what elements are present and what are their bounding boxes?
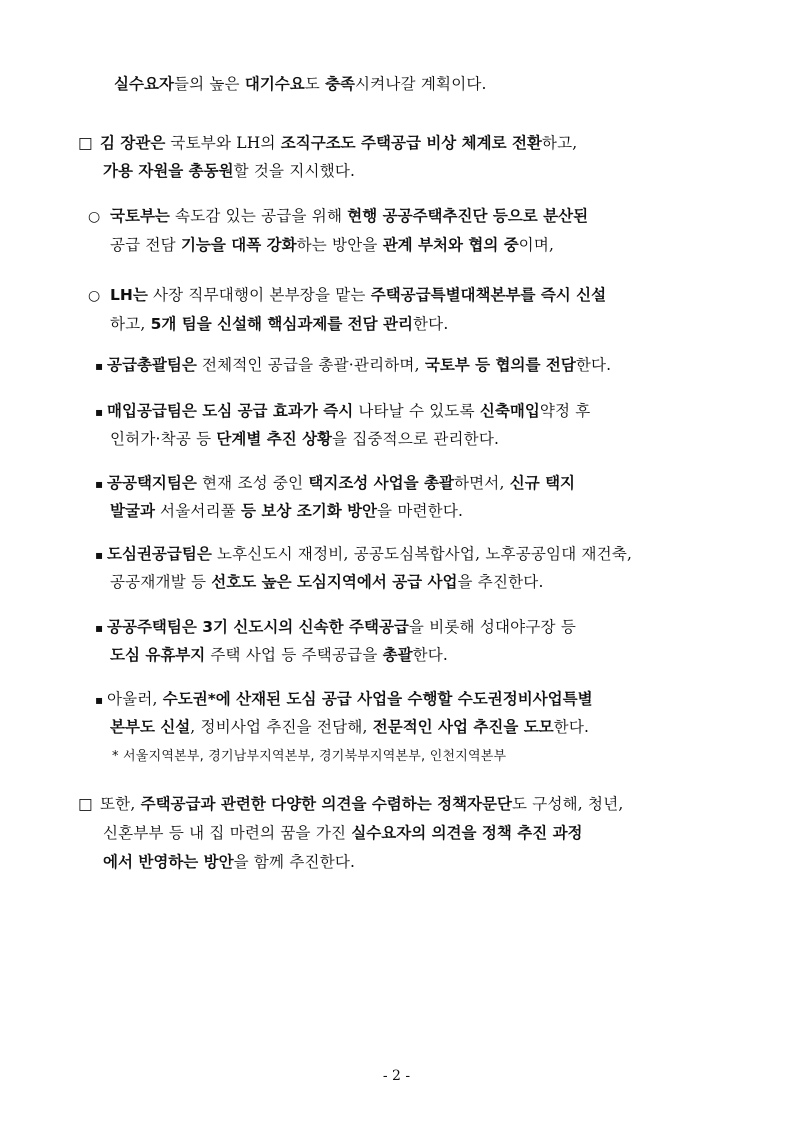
bold-text-segment: 택지조성 사업을 총괄 (308, 474, 454, 492)
text-segment: 도 (304, 75, 326, 93)
team-item-public-land (95, 472, 575, 495)
text-line-l21 (103, 851, 355, 873)
circle-item-molit-line-1 (88, 205, 588, 228)
bold-text-segment: 신축매입 (479, 402, 540, 420)
text-line-l15 (110, 644, 448, 666)
text-segment: 한다. (553, 718, 590, 736)
text-segment: 공급 전담 (110, 236, 181, 254)
bold-text-segment: 주택공급특별대책본부를 즉시 신설 (370, 286, 607, 304)
bold-text-segment: 공공주택팀은 3기 신도시의 신속한 주택공급 (107, 618, 409, 636)
text-segment: 나타날 수 있도록 (353, 402, 480, 420)
text-line-l3 (110, 207, 588, 225)
text-segment: , 정비사업 추진을 전담해, (190, 718, 373, 736)
small-square-bullet-icon: ▪ (95, 405, 104, 419)
bold-text-segment: 전문적인 사업 추진을 도모 (372, 718, 554, 736)
text-segment: 을 집중적으로 관리한다. (332, 430, 500, 448)
bold-text-segment: 에서 반영하는 방안 (103, 853, 234, 871)
bold-text-segment: 등 보상 조기화 방안 (241, 502, 378, 520)
asterisk-note-marker: * (112, 749, 119, 764)
bold-text-segment: 신규 택지 (509, 474, 576, 492)
text-segment: 을 비롯해 성대야구장 등 (408, 618, 577, 636)
bold-text-segment: LH는 (110, 286, 148, 304)
bold-text-segment: 현행 공공주택추진단 등으로 분산된 (347, 207, 589, 225)
text-segment: 한다. (412, 315, 449, 333)
item-capital-region-hq (95, 688, 593, 711)
bold-text-segment: 도심 유휴부지 (110, 646, 206, 664)
circle-bullet-icon: ○ (88, 209, 101, 225)
text-segment: 노후신도시 재정비, 공공도심복합사업, 노후공공임대 재건축, (211, 545, 633, 563)
bold-text-segment: 주택공급과 관련한 다양한 의견을 수렴하는 정책자문단 (140, 795, 512, 813)
bold-text-segment: 총괄 (382, 646, 413, 664)
text-line-l17 (110, 716, 589, 738)
small-square-bullet-icon: ▪ (95, 359, 104, 373)
bold-text-segment: 발굴과 (110, 502, 155, 520)
text-line-l16 (107, 690, 593, 708)
text-segment: 서울서리풀 (154, 502, 242, 520)
bold-text-segment: 김 장관은 (100, 134, 166, 152)
bold-text-segment: 국토부 등 협의를 전담 (424, 356, 576, 374)
bold-text-segment: 공공택지팀은 (107, 474, 197, 492)
small-square-bullet-icon: ▪ (95, 548, 104, 562)
bold-text-segment: 충족 (325, 75, 356, 93)
text-line-l2 (103, 160, 355, 182)
page-number: - 2 - (382, 1068, 411, 1084)
text-segment: 도 구성해, 청년, (511, 795, 624, 813)
bold-text-segment: 선호도 높은 도심지역에서 공급 사업 (211, 573, 458, 591)
text-line-l12 (107, 545, 632, 563)
text-line-l5 (110, 286, 606, 304)
text-line-l10 (107, 474, 575, 492)
text-segment: 하고, (110, 315, 151, 333)
square-bullet-icon: □ (78, 795, 93, 813)
bold-text-segment: 단계별 추진 상황 (216, 430, 333, 448)
text-line-l14 (107, 618, 576, 636)
square-bullet-icon: □ (78, 134, 93, 152)
team-item-purchase-supply (95, 400, 590, 423)
bold-text-segment: 실수요자 (114, 75, 174, 93)
text-line-l9 (110, 428, 499, 450)
text-line-l13 (110, 571, 544, 593)
text-segment: 사장 직무대행이 본부장을 맡는 (147, 286, 371, 304)
bold-text-segment: 가용 자원을 총동원 (103, 162, 234, 180)
text-line-l8 (107, 402, 590, 420)
paragraph-2-line-1 (78, 793, 624, 815)
small-square-bullet-icon: ▪ (95, 477, 104, 491)
team-item-urban-supply (95, 543, 632, 566)
bold-text-segment: 매입공급팀은 도심 공급 효과가 즉시 (107, 402, 354, 420)
text-segment: 들의 높은 (173, 75, 245, 93)
paragraph-1-line-1 (78, 132, 577, 154)
team-item-public-housing (95, 616, 576, 639)
text-line-l7 (107, 356, 611, 374)
text-line-l11 (110, 500, 463, 522)
text-line-l18 (123, 749, 506, 764)
text-segment: 또한, (100, 795, 141, 813)
text-line-l0 (114, 73, 487, 95)
text-segment: 주택 사업 등 주택공급을 (205, 646, 383, 664)
text-segment: 아울러, (107, 690, 163, 708)
text-segment: 하면서, (453, 474, 510, 492)
text-segment: 현재 조성 중인 (196, 474, 309, 492)
bold-text-segment: 조직구조도 주택공급 비상 체계로 전환 (280, 134, 542, 152)
bold-text-segment: 수도권*에 산재된 도심 공급 사업을 수행할 수도권정비사업특별 (162, 690, 593, 708)
bold-text-segment: 관계 부처와 협의 중 (382, 236, 519, 254)
text-segment: 하는 방안을 (296, 236, 383, 254)
text-segment: 한다. (575, 356, 612, 374)
text-line-l19 (100, 795, 624, 813)
circle-bullet-icon: ○ (88, 288, 101, 304)
text-segment: 약정 후 (539, 402, 591, 420)
small-square-bullet-icon: ▪ (95, 621, 104, 635)
text-segment: 인허가·착공 등 (110, 430, 217, 448)
text-segment: 이며, (518, 236, 555, 254)
text-segment: 속도감 있는 공급을 위해 (169, 207, 348, 225)
bold-text-segment: 대기수요 (244, 75, 305, 93)
circle-item-lh-line-1 (88, 284, 606, 307)
text-line-l20 (103, 822, 583, 844)
text-segment: 공공재개발 등 (110, 573, 212, 591)
small-square-bullet-icon: ▪ (95, 693, 104, 707)
text-segment: 한다. (412, 646, 449, 664)
text-segment: 국토부와 LH의 (165, 134, 281, 152)
text-line-l1 (100, 134, 577, 152)
text-line-l6 (110, 313, 448, 335)
text-segment: 전체적인 공급을 총괄·관리하며, (196, 356, 425, 374)
text-segment: 을 추진한다. (457, 573, 544, 591)
text-segment: 하고, (541, 134, 578, 152)
text-segment: 서울지역본부, 경기남부지역본부, 경기북부지역본부, 인천지역본부 (123, 749, 507, 764)
text-segment: 신혼부부 등 내 집 마련의 꿈을 가진 (103, 824, 352, 842)
bold-text-segment: 공급총괄팀은 (107, 356, 197, 374)
bold-text-segment: 본부도 신설 (110, 718, 191, 736)
bold-text-segment: 기능을 대폭 강화 (180, 236, 297, 254)
footnote-regional-hqs (112, 746, 506, 768)
bold-text-segment: 국토부는 (110, 207, 170, 225)
text-segment: 시켜나갈 계획이다. (355, 75, 487, 93)
bold-text-segment: 도심권공급팀은 (107, 545, 212, 563)
text-line-l4 (110, 234, 554, 256)
team-item-supply-general (95, 354, 611, 377)
text-segment: 을 함께 추진한다. (233, 853, 356, 871)
text-segment: 할 것을 지시했다. (233, 162, 356, 180)
bold-text-segment: 5개 팀을 신설해 핵심과제를 전담 관리 (150, 315, 413, 333)
bold-text-segment: 실수요자의 의견을 정책 추진 과정 (351, 824, 583, 842)
text-segment: 을 마련한다. (377, 502, 464, 520)
